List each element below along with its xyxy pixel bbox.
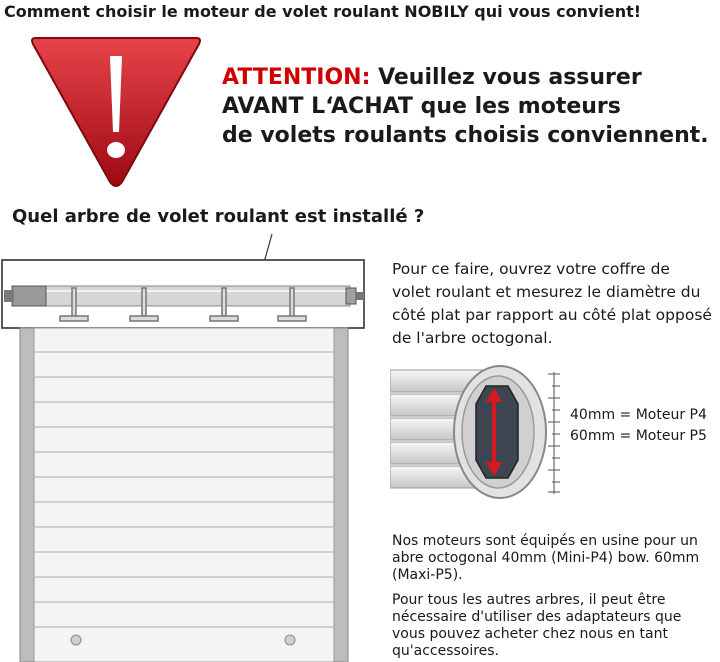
left-guide-rail xyxy=(20,328,34,662)
attention-line2: AVANT L‘ACHAT que les moteurs xyxy=(222,94,621,119)
measure-instructions: Pour ce faire, ouvrez votre coffre de volet roulant et mesurez le diamètre du côté plat par rapport au côté plat opposé de l'arbre octogonal. xyxy=(392,260,712,347)
motors-note: Nos moteurs sont équipés en usine pour un abre octogonal 40mm (Mini-P4) bow. 60mm (Maxi-P5). xyxy=(392,533,700,583)
size-60mm: 60mm = Moteur P5 xyxy=(570,428,707,444)
motor-end xyxy=(12,286,46,306)
size-40mm: 40mm = Moteur P4 xyxy=(570,407,707,423)
size-list xyxy=(570,405,707,447)
attention-message xyxy=(222,63,709,150)
page-title: Comment choisir le moteur de volet roulant NOBILY qui vous convient! xyxy=(4,2,642,21)
warning-triangle-icon xyxy=(26,32,206,192)
attention-label: ATTENTION: xyxy=(222,65,371,90)
right-guide-rail xyxy=(334,328,348,662)
octagonal-tube-illustration xyxy=(390,360,568,508)
ruler-icon xyxy=(548,372,560,494)
attention-line1: Veuillez vous assurer xyxy=(378,65,642,90)
shaft-question: Quel arbre de volet roulant est installé ? xyxy=(12,206,425,227)
shutter-curtain xyxy=(34,328,334,662)
roller-shutter-illustration xyxy=(0,230,380,662)
attention-line3: de volets roulants choisis conviennent. xyxy=(222,123,709,148)
octagonal-shaft xyxy=(12,286,350,306)
adapters-note: Pour tous les autres arbres, il peut être nécessaire d'utiliser des adaptateurs que vous pouvez acheter chez nous en tant qu'accessoires. xyxy=(392,592,682,659)
